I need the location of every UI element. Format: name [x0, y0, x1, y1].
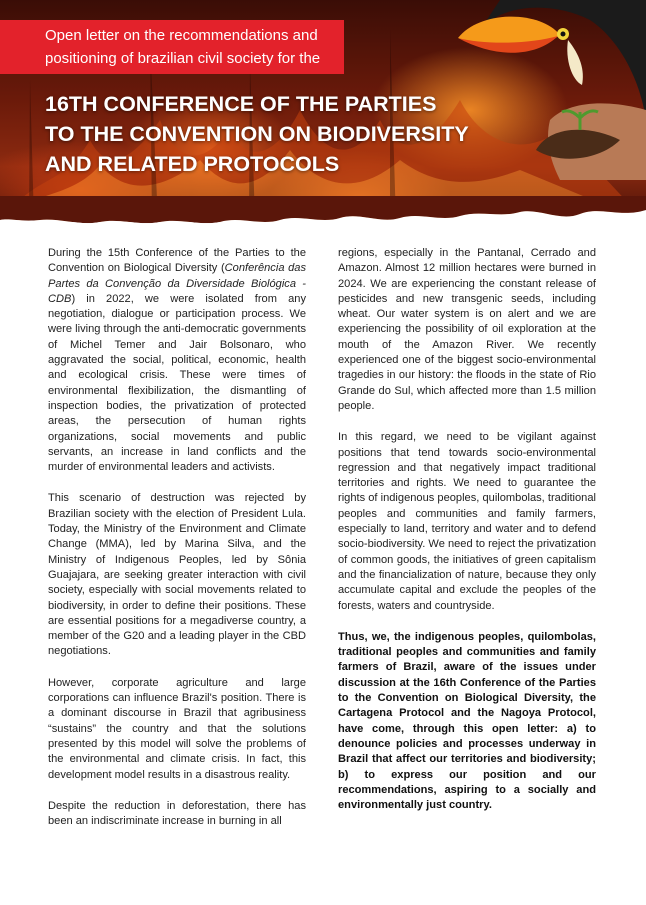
- paragraph-1-text-a: During the 15th Conference of the Parties to the Convention on Biological Diversity (: [48, 247, 306, 275]
- paragraph-1: [48, 246, 306, 475]
- hero-banner: [0, 0, 646, 222]
- subtitle: Open letter on the recommendations and positioning of brazilian civil society for the: [45, 27, 321, 67]
- page-title: [45, 89, 515, 179]
- torn-edge-divider: [0, 196, 646, 236]
- paragraph-4: Despite the reduction in deforestation, there has been an indiscriminate increase in burning in all: [48, 799, 306, 828]
- paragraph-1-text-b: ) in 2022, we were isolated from any negotiation, dialogue or participation process. We were living through the anti-democratic governments of Michel Temer and Jair Bolsonaro, who aggravated the social, political, economic, health and ecological crisis. These were times of environmental flexibilization, the dismantling of inspection bodies, the privatization of protected areas, the persecution of human rights organizations, social movements and public servants, an increase in land conflicts and the murder of environmental leaders and activists.: [48, 292, 306, 474]
- paragraph-2: This scenario of destruction was rejected by Brazilian society with the election of President Lula. Today, the Ministry of the Environment and Climate Change (MMA), led by Marina Silva, and the Ministry of Indigenous Peoples, led by Sônia Guajajara, are seeking greater interaction with civil society, especially with social movements related to biodiversity, in order to define their positions. These are essential positions for a megadiverse country, a member of the G20 and a leading player in the CBD negotiations.: [48, 492, 306, 658]
- right-column: [338, 246, 596, 829]
- left-column: [48, 246, 306, 845]
- title-line-1: 16TH CONFERENCE OF THE PARTIES: [45, 92, 437, 116]
- title-line-2: TO THE CONVENTION ON BIODIVERSITY: [45, 122, 469, 146]
- paragraph-5: regions, especially in the Pantanal, Cerrado and Amazon. Almost 12 million hectares were burned in 2024. We are experiencing the constant release of pesticides and new transgenic seeds, including wheat. Our water system is on alert and we are experiencing the possibility of oil exploration at the mouth of the Amazon River. We recently experienced one of the biggest socio-environmental tragedies in our history: the floods in the state of Rio Grande do Sul, which affected more than 1.5 million people.: [338, 247, 596, 412]
- paragraph-3: However, corporate agriculture and large corporations can influence Brazil's position. There is a dominant discourse in Brazil that agribusiness “sustains” the country and that the solutions presented by this model will solve the problems of the environmental and climate crisis. In fact, this development model results in a disastrous reality.: [48, 676, 306, 781]
- title-line-3: AND RELATED PROTOCOLS: [45, 152, 340, 176]
- paragraph-7-bold: Thus, we, the indigenous peoples, quilombolas, traditional peoples and communities and family farmers of Brazil, aware of the issues under discussion at the 16th Conference of the Parties to the Convention on Biological Diversity, the Cartagena Protocol and the Nagoya Protocol, have come, through this open letter: a) to denounce policies and processes underway in Brazil that affect our territories and biodiversity; b) to express our position and our recommendations, aspiring to a socially and environmentally just country.: [338, 630, 596, 812]
- paragraph-1-italic: Conferência das Partes da Convenção da Diversidade Biológica - CDB: [48, 262, 306, 305]
- paragraph-6: In this regard, we need to be vigilant against positions that tend towards socio-environmental regression and that negatively impact traditional territories and rights. We need to guarantee the rights of indigenous peoples, quilombolas, traditional peoples and communities and family farmers, especially to land, territory and water and to defend socio-biodiversity. We need to reject the privatization of common goods, the initiatives of green capitalism and the financialization of nature, because they only accumulate capital and exclude the peoples of the forests, waters and countryside.: [338, 431, 596, 612]
